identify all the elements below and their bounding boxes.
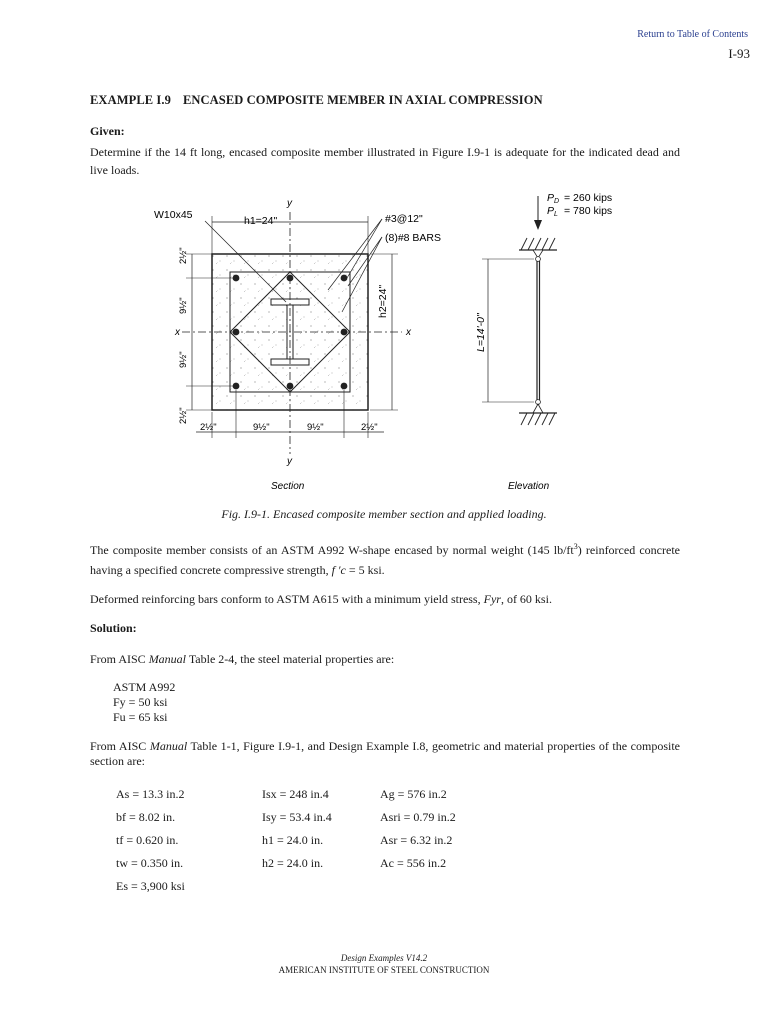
prop-isx: Isx = 248 in.4 bbox=[262, 787, 329, 801]
prop-ac: Ac = 556 in.2 bbox=[380, 856, 447, 870]
prop-asr: Asr = 6.32 in.2 bbox=[380, 833, 453, 847]
material-fy: Fy = 50 ksi bbox=[113, 695, 168, 709]
pl-value: = 780 kips bbox=[564, 205, 613, 217]
dim-half-lower: 9½" bbox=[178, 351, 189, 368]
dim-half-right: 9½" bbox=[307, 422, 324, 433]
material-fu: Fu = 65 ksi bbox=[113, 710, 168, 724]
example-number: EXAMPLE I.9 bbox=[90, 93, 171, 107]
y-axis-bottom-label: y bbox=[287, 456, 292, 467]
prop-h1: h1 = 24.0 in. bbox=[262, 833, 324, 847]
footer-publisher: AMERICAN INSTITUTE OF STEEL CONSTRUCTION bbox=[278, 965, 490, 975]
paragraph-rebar: Deformed reinforcing bars conform to ASTM A615 with a minimum yield stress, Fyr, of 60 ksi. bbox=[90, 592, 552, 606]
figure-i9-1 bbox=[0, 0, 768, 500]
paragraph-table-2-4: From AISC Manual Table 2-4, the steel material properties are: bbox=[90, 652, 395, 666]
section-label: Section bbox=[271, 481, 305, 492]
ties-label: #3@12" bbox=[385, 213, 423, 225]
dim-half-upper: 9½" bbox=[178, 297, 189, 314]
properties-column-3 bbox=[380, 783, 456, 875]
return-to-toc-link[interactable]: Return to Table of Contents bbox=[637, 29, 748, 40]
prop-tw: tw = 0.350 in. bbox=[116, 856, 184, 870]
prop-asri: Asri = 0.79 in.2 bbox=[380, 810, 456, 824]
dim-cover-right: 2½" bbox=[361, 422, 378, 433]
pd-symbol: PD bbox=[547, 192, 560, 205]
dim-half-left: 9½" bbox=[253, 422, 270, 433]
elevation-label: Elevation bbox=[508, 481, 550, 492]
bars-label: (8)#8 BARS bbox=[385, 232, 442, 244]
length-label: L=14'-0" bbox=[475, 313, 487, 352]
pl-symbol: PL bbox=[547, 205, 558, 218]
prop-as: As = 13.3 in.2 bbox=[116, 787, 185, 801]
y-axis-top-label: y bbox=[287, 198, 292, 209]
prop-tf: tf = 0.620 in. bbox=[116, 833, 179, 847]
x-axis-right-label: x bbox=[406, 327, 411, 338]
prop-es: Es = 3,900 ksi bbox=[116, 879, 185, 893]
solution-label: Solution: bbox=[90, 621, 137, 635]
given-text: Determine if the 14 ft long, encased composite member illustrated in Figure I.9-1 is adequate for the indicated dead and live loads. bbox=[90, 145, 680, 177]
prop-bf: bf = 8.02 in. bbox=[116, 810, 176, 824]
example-title: ENCASED COMPOSITE MEMBER IN AXIAL COMPRESSION bbox=[182, 93, 543, 107]
dim-cover-left: 2½" bbox=[200, 422, 217, 433]
dim-cover-bottom: 2½" bbox=[178, 407, 189, 424]
steel-material-properties bbox=[113, 680, 175, 725]
footer-edition: Design Examples V14.2 bbox=[340, 953, 428, 963]
figure-caption: Fig. I.9-1. Encased composite member section and applied loading. bbox=[221, 507, 547, 521]
dim-cover-top: 2½" bbox=[178, 247, 189, 264]
elevation-drawing bbox=[475, 192, 612, 492]
page-number: I-93 bbox=[728, 46, 750, 61]
prop-isy: Isy = 53.4 in.4 bbox=[262, 810, 332, 824]
h1-label: h1=24" bbox=[244, 215, 278, 227]
prop-ag: Ag = 576 in.2 bbox=[380, 787, 447, 801]
prop-h2: h2 = 24.0 in. bbox=[262, 856, 324, 870]
pd-value: = 260 kips bbox=[564, 192, 613, 204]
section-drawing bbox=[154, 198, 441, 492]
given-label: Given: bbox=[90, 124, 125, 138]
properties-column-1 bbox=[116, 783, 185, 898]
paragraph-geometric-properties: From AISC Manual Table 1-1, Figure I.9-1, and Design Example I.8, geometric and material properties of the composite section are: bbox=[90, 739, 680, 768]
h2-label: h2=24" bbox=[377, 284, 389, 318]
w-shape-label: W10x45 bbox=[154, 209, 193, 221]
x-axis-left-label: x bbox=[175, 327, 180, 338]
properties-column-2 bbox=[262, 783, 332, 875]
material-grade: ASTM A992 bbox=[113, 680, 176, 694]
paragraph-composite-member: The composite member consists of an ASTM A992 W-shape encased by normal weight (145 $lb/ft^3$) reinforced concrete having a specified concrete compressive strength, f ′c = 5 ksi. bbox=[90, 542, 680, 577]
